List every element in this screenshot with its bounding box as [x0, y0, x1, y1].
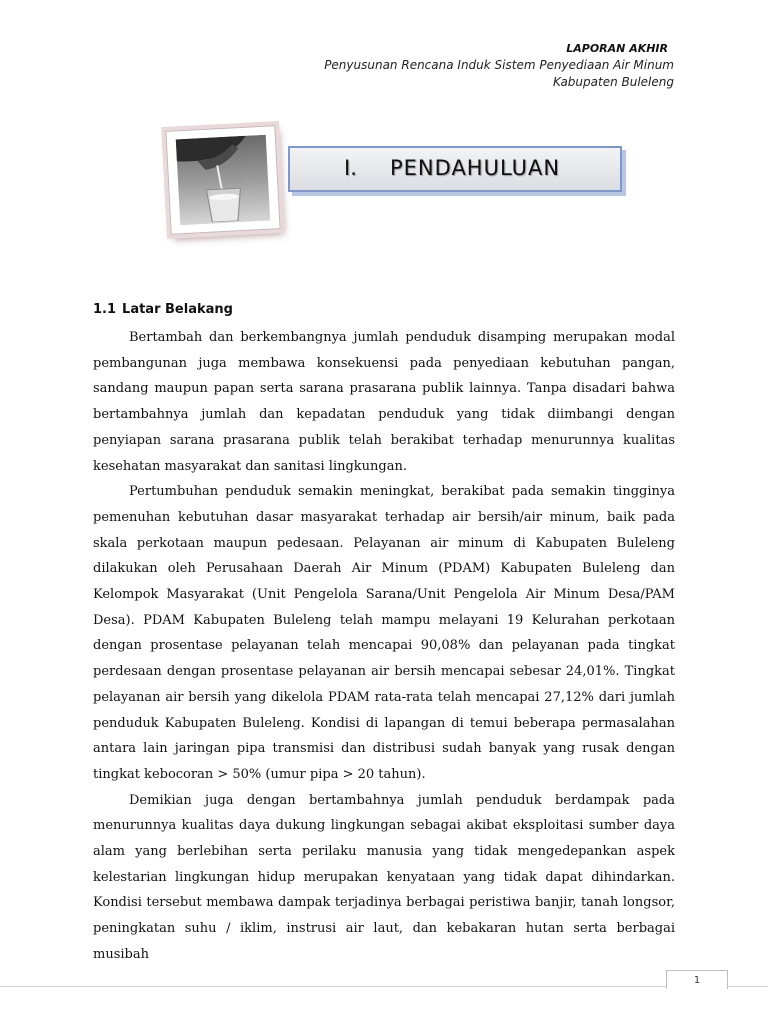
- section-title: Latar Belakang: [122, 302, 233, 317]
- paragraph-1: Bertambah dan berkembangnya jumlah penduduk disamping merupakan modal pembangunan juga membawa konsekuensi pada penyediaan kebutuhan pangan, sandang maupun papan serta sarana prasarana publik lainnya. Tanpa disadari bahwa bertambahnya jumlah dan kepadatan penduduk yang tidak diimbangi dengan penyiapan sarana prasarana publik telah berakibat terhadap menurunnya kualitas kesehatan masyarakat dan sanitasi lingkungan.: [93, 330, 675, 474]
- chapter-title-banner: [288, 146, 622, 192]
- document-header: [324, 42, 674, 89]
- chapter-title: PENDAHULUAN: [390, 156, 561, 180]
- report-label: LAPORAN AKHIR: [566, 42, 668, 55]
- water-pour-image: [175, 135, 271, 226]
- paragraph-2: Pertumbuhan penduduk semakin meningkat, berakibat pada semakin tingginya pemenuhan kebutuhan dasar masyarakat terhadap air bersih/air minum, baik pada skala perkotaan maupun pedesaan. Pelayanan air minum di Kabupaten Buleleng dilakukan oleh Perusahaan Daerah Air Minum (PDAM) Kabupaten Buleleng dan Kelompok Masyarakat (Unit Pengelola Sarana/Unit Pengelola Air Minum Desa/PAM Desa). PDAM Kabupaten Buleleng telah mampu melayani 19 Kelurahan perkotaan dengan prosentase pelayanan telah mencapai 90,08% dan pelayanan pada tingkat perdesaan dengan prosentase pelayanan air bersih mencapai sebesar 24,01%. Tingkat pelayanan air bersih yang dikelola PDAM rata-rata telah mencapai 27,12% dari jumlah penduduk Kabupaten Buleleng. Kondisi di lapangan di temui beberapa permasalahan antara lain jaringan pipa transmisi dan distribusi sudah banyak yang rusak dengan tingkat kebocoran > 50% (umur pipa > 20 tahun).: [93, 484, 675, 782]
- page-number: 1: [666, 970, 728, 989]
- footer-divider: [0, 986, 768, 987]
- section-number: 1.1: [93, 302, 117, 317]
- chapter-number: I.: [344, 156, 357, 180]
- report-location: Kabupaten Buleleng: [553, 75, 674, 89]
- report-title: Penyusunan Rencana Induk Sistem Penyediaan Air Minum: [324, 58, 674, 72]
- water-glass-photo: [165, 125, 280, 235]
- paragraph-3: Demikian juga dengan bertambahnya jumlah penduduk berdampak pada menurunnya kualitas daya dukung lingkungan sebagai akibat eksploitasi sumber daya alam yang berlebihan serta perilaku manusia yang tidak mengedepankan aspek kelestarian lingkungan hidup merupakan kenyataan yang tidak dapat dihindarkan. Kondisi tersebut membawa dampak terjadinya berbagai peristiwa banjir, tanah longsor, peningkatan suhu / iklim, instrusi air laut, dan kebakaran hutan serta berbagai musibah: [93, 792, 675, 962]
- body-text: [93, 325, 675, 968]
- section-heading: [93, 302, 239, 317]
